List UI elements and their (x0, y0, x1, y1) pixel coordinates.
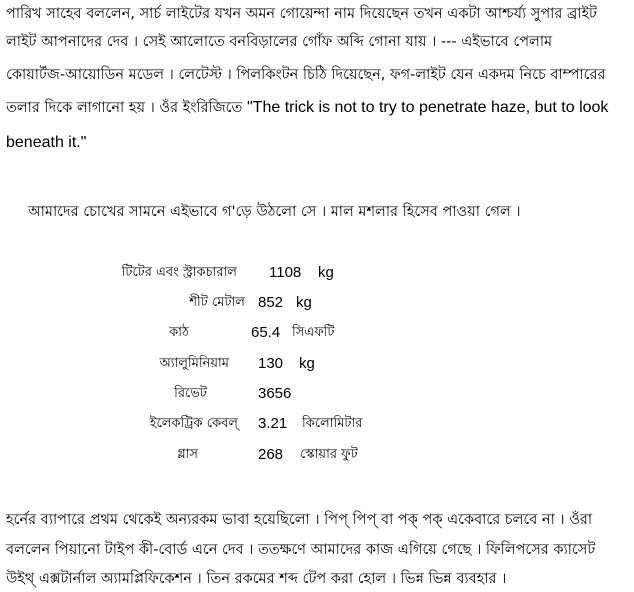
material-unit: সিএফটি (292, 325, 335, 340)
material-value: 65.4 (251, 324, 281, 341)
material-value: 1108 (269, 264, 302, 281)
material-value: 130 (258, 355, 284, 372)
material-label: শীট মেটাল (189, 295, 245, 310)
material-unit: kg (299, 355, 315, 372)
materials-intro: আমাদের চোখের সামনে এইভাবে গ'ড়ে উঠলো সে । মাল মশলার হিসেব পাওয়া গেল । (28, 204, 521, 220)
material-unit: kg (318, 264, 334, 281)
intro-quote-english: "The trick is not to try to penetrate haze, but to look (247, 99, 609, 116)
intro-line-1: পারিখ সাহেব বললেন, সার্চ লাইটের যখন অমন গোয়েন্দা নাম দিয়েছেন তখন একটা আশ্চর্য্য সুপার ব্রাইট (6, 6, 597, 22)
material-value: 3656 (258, 385, 292, 402)
intro-line-4-bengali: তলার দিকে লাগানো হয় । ওঁর ইংরিজিতে (6, 100, 247, 116)
material-label: কাঠ (169, 325, 189, 340)
intro-line-2: লাইট আপনাদের দেব । সেই আলোতে বনবিড়ালের গোঁফ অব্দি গোনা যায় । --- এইভাবে পেলাম (6, 34, 553, 50)
intro-line-3: কোয়ার্টজ-আয়োডিন মডেল । লেটেস্ট । পিলকিংটন চিঠি দিয়েছেন, ফগ-লাইট যেন একদম নিচে বাম্পারের (6, 67, 606, 83)
material-value: 852 (258, 294, 284, 311)
material-label: গ্লাস (177, 447, 198, 462)
closing-line-2: বললেন পিয়ানো টাইপ কী-বোর্ড এনে দেব । ততক্ষণে আমাদের কাজ এগিয়ে গেছে । ফিলিপসের ক্যাসেট (6, 542, 596, 558)
intro-line-5: beneath it." (6, 134, 87, 151)
intro-line-4 (6, 98, 608, 118)
material-label: অ্যালুমিনিয়াম (159, 356, 229, 371)
material-unit: স্কোয়ার ফুট (300, 447, 358, 462)
material-label: ইলেকট্রিক কেবল্ (149, 416, 238, 431)
closing-line-3: উইথ্ এক্সটার্নাল অ্যামপ্লিফিকেশন । তিন রকমের শব্দ টেপ করা হোল । ভিন্ন ভিন্ন ব্যবহার । (6, 571, 507, 587)
material-value: 3.21 (258, 415, 288, 432)
material-unit: kg (296, 294, 312, 311)
material-value: 268 (258, 446, 284, 463)
closing-line-1: হর্নের ব্যাপারে প্রথম থেকেই অন্যরকম ভাবা হয়েছিলো । পিপ্ পিপ্ বা পক্ পক্ একেবারে চলবে না । ওঁরা (6, 512, 593, 528)
material-unit: কিলোমিটার (302, 416, 363, 431)
material-label: টিটের এবং স্ট্রাকচারাল (121, 265, 237, 280)
material-label: রিভেট (174, 386, 207, 401)
